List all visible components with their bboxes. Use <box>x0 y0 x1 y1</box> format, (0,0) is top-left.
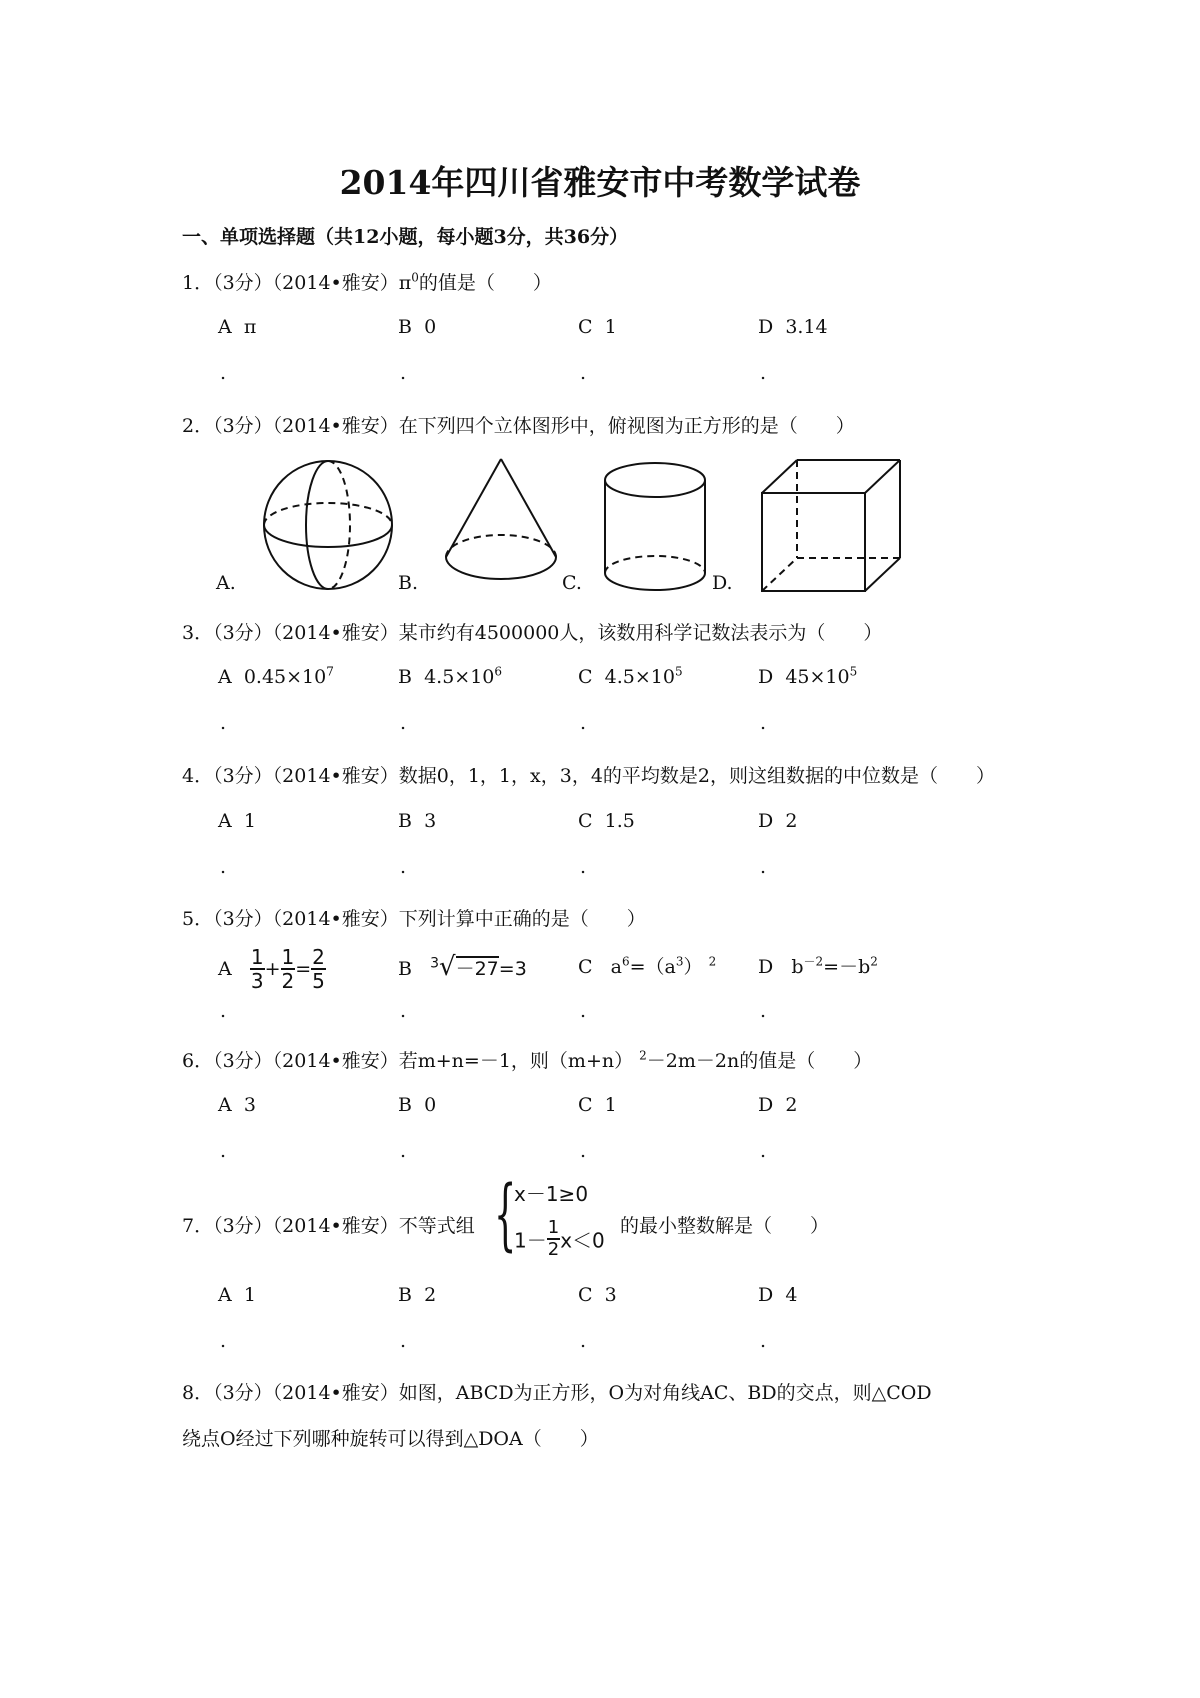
option-dot: . <box>760 1000 767 1022</box>
fraction: $\frac{1}{3}$ <box>250 945 264 993</box>
option-dot: . <box>400 1000 407 1022</box>
option-d: D 4 <box>758 1284 798 1306</box>
superscript: 2 <box>639 1048 647 1063</box>
figure-label-a: A. <box>216 572 236 594</box>
question-7-prefix <box>182 1211 475 1238</box>
question-number: 5． <box>182 908 214 930</box>
option-b: B 0 <box>398 1094 437 1116</box>
cube-figure <box>762 460 900 591</box>
option-a: A $0.45\times 10^7$ <box>218 664 334 688</box>
option-dot: . <box>400 1140 407 1162</box>
question-text: 在下列四个立体图形中，俯视图为正方形的是（ ） <box>398 415 855 437</box>
option-d: D 3.14 <box>758 316 828 338</box>
option-c: C 1.5 <box>578 810 635 832</box>
section-heading: 一、单项选择题（共12小题，每小题3分，共36分） <box>182 226 629 248</box>
question-8-line-2: 绕点O经过下列哪种旋转可以得到△DOA（ ） <box>182 1428 599 1450</box>
question-4 <box>182 761 995 788</box>
figure-label-d: D. <box>712 572 733 594</box>
option-c: C 3 <box>578 1284 617 1306</box>
question-text: 如图，ABCD为正方形，O为对角线AC、BD的交点，则△COD <box>398 1382 932 1404</box>
question-source: （3分）（2014•雅安） <box>213 415 399 437</box>
option-d: D $45\times 10^5$ <box>758 664 858 688</box>
question-number: 1． <box>182 272 214 294</box>
fraction: $\frac{1}{2}$ <box>281 945 295 993</box>
option-dot: . <box>220 362 227 384</box>
option-a: A 1 <box>218 1284 256 1306</box>
option-dot: . <box>760 362 767 384</box>
question-text: 下列计算中正确的是（ ） <box>398 908 646 930</box>
cone-figure <box>446 459 556 579</box>
question-number: 8． <box>182 1382 214 1404</box>
figure-label-b: B. <box>398 572 419 594</box>
sphere-figure <box>264 461 392 589</box>
option-dot: . <box>760 1140 767 1162</box>
option-dot: . <box>220 712 227 734</box>
option-dot: . <box>580 362 587 384</box>
option-b: B 3 <box>398 810 437 832</box>
option-dot: . <box>220 856 227 878</box>
question-3 <box>182 618 882 645</box>
fraction: $\frac{1}{2}$ <box>547 1217 560 1260</box>
option-d: D $b^{-2}=-b^2$ <box>758 954 878 978</box>
question-source: （3分）（2014•雅安） <box>213 1050 399 1072</box>
question-text: 的值是（ ） <box>418 272 552 294</box>
question-number: 7． <box>182 1215 214 1237</box>
root-index: 3 <box>430 955 440 972</box>
question-source: （3分）（2014•雅安） <box>213 1215 399 1237</box>
option-dot: . <box>220 1140 227 1162</box>
option-dot: . <box>400 856 407 878</box>
page-title: 2014年四川省雅安市中考数学试卷 <box>339 163 861 202</box>
question-text: 数据0，1，1，x，3，4的平均数是2，则这组数据的中位数是（ ） <box>398 765 995 787</box>
option-dot: . <box>760 712 767 734</box>
question-8 <box>182 1378 932 1405</box>
option-b: B $4.5\times 10^6$ <box>398 664 503 688</box>
solid-figures <box>0 0 1200 600</box>
question-number: 2． <box>182 415 214 437</box>
fraction: $\frac{2}{5}$ <box>312 945 325 993</box>
question-text: －2m－2n的值是（ ） <box>646 1050 873 1072</box>
option-dot: . <box>760 856 767 878</box>
radicand: －27 <box>455 958 499 980</box>
question-6 <box>182 1046 872 1073</box>
question-source: （3分）（2014•雅安） <box>213 622 399 644</box>
inequality-line-2: 1－ $\frac{1}{2}$ x＜0 <box>514 1217 605 1260</box>
option-dot: . <box>400 1330 407 1352</box>
option-a: A 1 <box>218 810 256 832</box>
brace-icon: { <box>494 1170 517 1260</box>
option-dot: . <box>400 712 407 734</box>
option-dot: . <box>580 1330 587 1352</box>
question-text: 不等式组 <box>398 1215 475 1237</box>
option-d: D 2 <box>758 1094 798 1116</box>
question-7-suffix: 的最小整数解是（ ） <box>620 1215 830 1237</box>
option-a: A π <box>218 316 257 338</box>
option-dot: . <box>220 1330 227 1352</box>
question-source: （3分）（2014•雅安） <box>213 272 399 294</box>
question-text: π <box>398 272 412 294</box>
question-number: 3． <box>182 622 214 644</box>
radical-sign: √ <box>439 952 456 982</box>
option-dot: . <box>580 1000 587 1022</box>
option-dot: . <box>580 856 587 878</box>
question-number: 6． <box>182 1050 214 1072</box>
question-text: 若m+n=－1，则（m+n） <box>398 1050 634 1072</box>
option-dot: . <box>760 1330 767 1352</box>
option-c: C $a^6=(a^3)$ $^2$ <box>578 954 717 978</box>
question-5 <box>182 904 646 931</box>
option-b: B 0 <box>398 316 437 338</box>
question-number: 4． <box>182 765 214 787</box>
option-c: C 1 <box>578 1094 617 1116</box>
question-source: （3分）（2014•雅安） <box>213 1382 399 1404</box>
option-dot: . <box>580 1140 587 1162</box>
question-source: （3分）（2014•雅安） <box>213 765 399 787</box>
inequality-line-1: x－1≥0 <box>514 1182 589 1206</box>
figure-label-c: C. <box>562 572 582 594</box>
question-source: （3分）（2014•雅安） <box>213 908 399 930</box>
option-dot: . <box>400 362 407 384</box>
option-dot: . <box>580 712 587 734</box>
option-d: D 2 <box>758 810 798 832</box>
option-b: B 2 <box>398 1284 437 1306</box>
option-dot: . <box>220 1000 227 1022</box>
option-a: A $\frac{1}{3}$ + $\frac{1}{2}$ = $\frac{2}{5}$ <box>218 945 325 993</box>
question-text: 某市约有4500000人，该数用科学记数法表示为（ ） <box>398 622 883 644</box>
option-c: C $4.5\times 10^5$ <box>578 664 683 688</box>
option-b: B $^3$√－27=3 <box>398 952 527 982</box>
cylinder-figure <box>605 463 705 590</box>
option-a: A 3 <box>218 1094 256 1116</box>
option-c: C 1 <box>578 316 617 338</box>
superscript: 0 <box>411 270 419 285</box>
